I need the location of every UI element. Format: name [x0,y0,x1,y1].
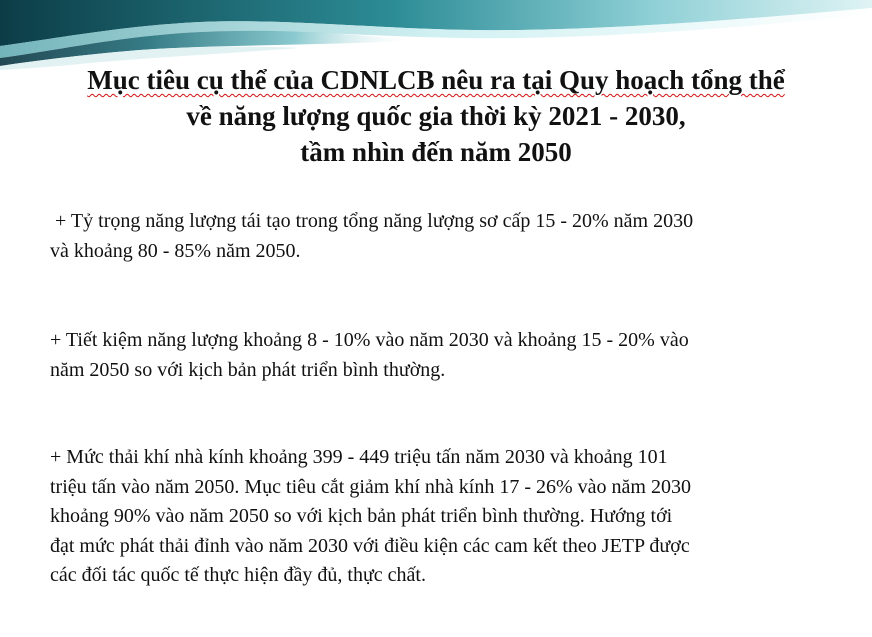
bullet-2-line-1: + Tiết kiệm năng lượng khoảng 8 - 10% vào năm 2030 và khoảng 15 - 20% vào [50,329,689,351]
bullet-3-line-4: đạt mức phát thải đỉnh vào năm 2030 với điều kiện các cam kết theo JETP được [50,534,690,557]
title-line-2: về năng lượng quốc gia thời kỳ 2021 - 2030, [186,101,686,131]
bullet-3-line-2: triệu tấn vào năm 2050. Mục tiêu cắt giảm khí nhà kính 17 - 26% vào năm 2030 [50,475,691,498]
bullet-3-line-1: + Mức thải khí nhà kính khoảng 399 - 449 triệu tấn năm 2030 và khoảng 101 [50,446,668,468]
bullet-renewable-share [50,207,850,266]
title-line-1 [20,62,852,98]
bullet-2-line-2: năm 2050 so với kịch bản phát triển bình thường. [50,358,446,381]
wave-banner-decoration [0,0,872,70]
title-line-1-text: Mục tiêu cụ thể của CDNLCB nêu ra tại Quy hoạch tổng thể [87,65,785,95]
bullet-ghg-emissions [50,443,850,591]
bullet-energy-saving [50,326,850,385]
bullet-3-line-5: các đối tác quốc tế thực hiện đầy đủ, thực chất. [50,564,426,586]
title-line-3: tầm nhìn đến năm 2050 [300,137,572,167]
bullet-3-line-3: khoảng 90% vào năm 2050 so với kịch bản phát triển bình thường. Hướng tới [50,505,673,527]
bullet-1-line-2: và khoảng 80 - 85% năm 2050. [50,239,301,262]
bullet-1-line-1: + Tỷ trọng năng lượng tái tạo trong tổng năng lượng sơ cấp 15 - 20% năm 2030 [50,210,694,232]
slide-title [20,62,852,170]
